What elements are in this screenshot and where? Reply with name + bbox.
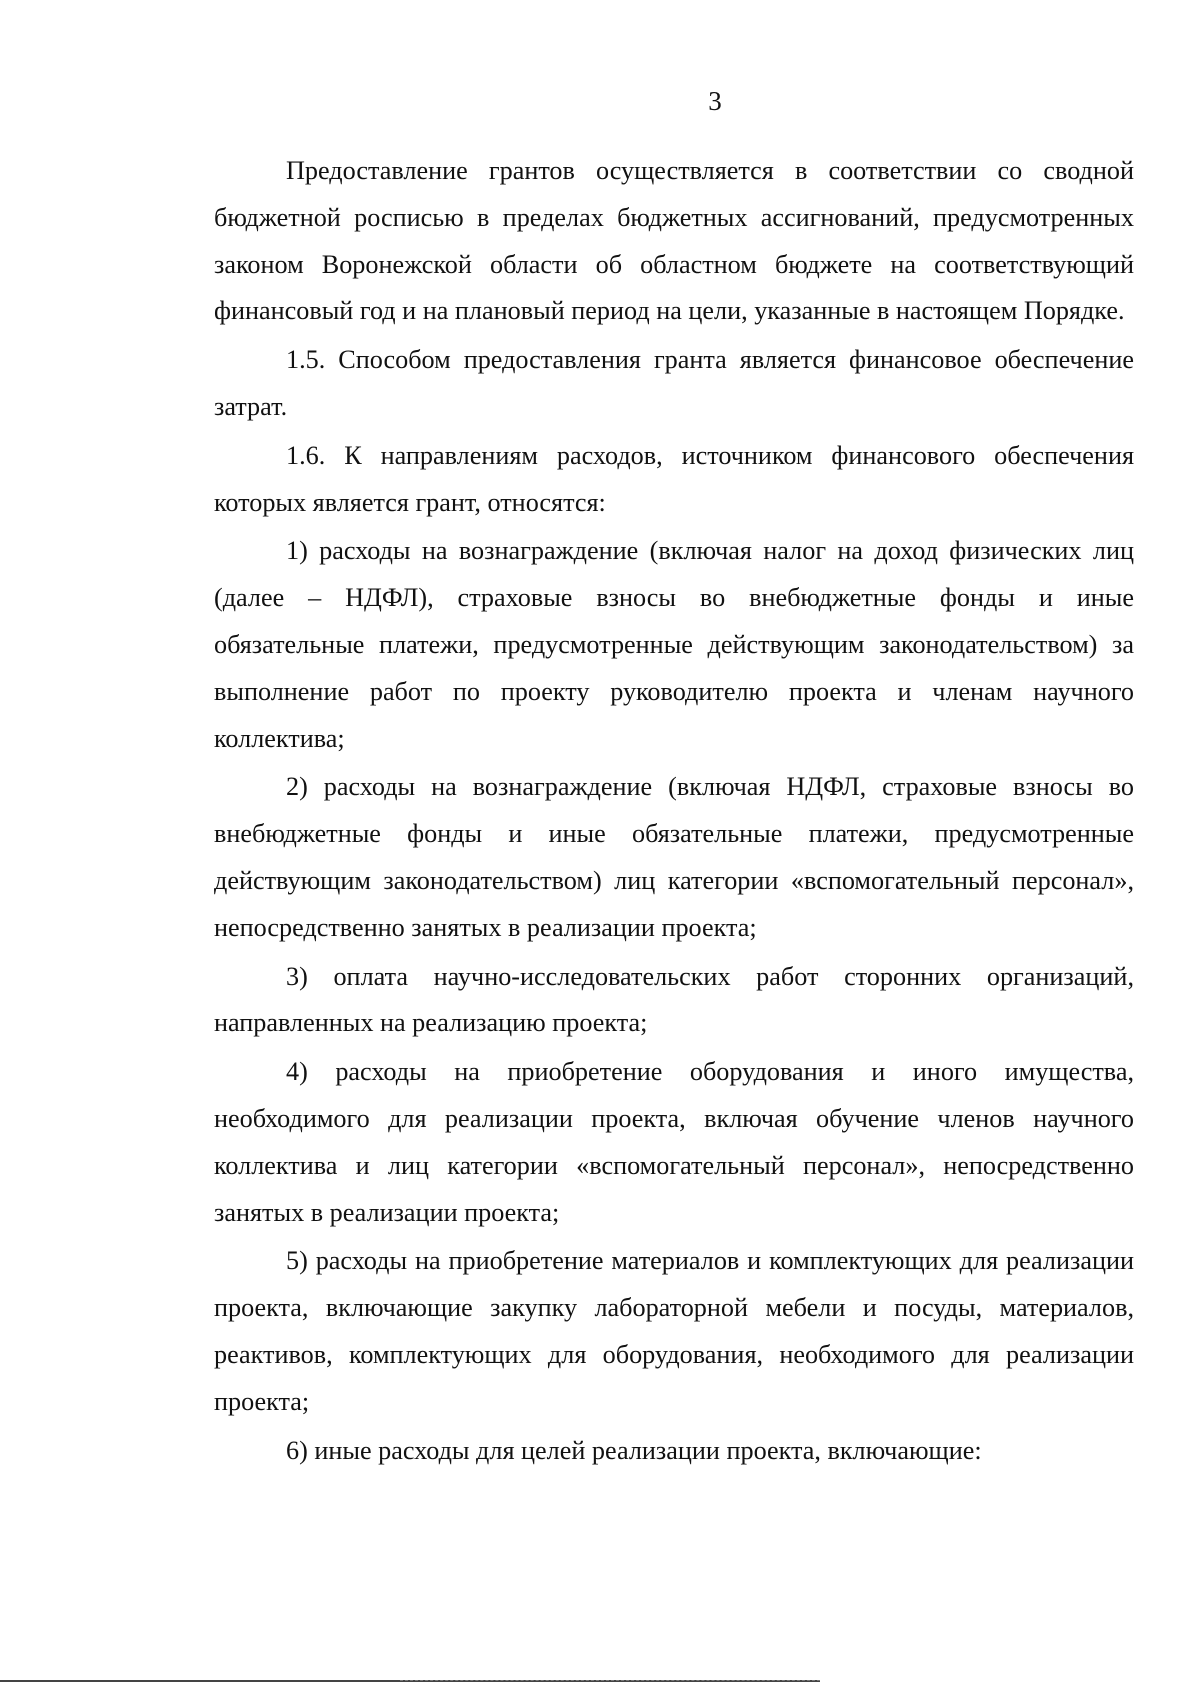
document-body [214, 148, 1134, 1476]
list-item-1: 1) расходы на вознаграждение (включая налог на доход физических лиц (далее – НДФЛ), страховые взносы во внебюджетные фонды и иные обязательные платежи, предусмотренные действующим законодательством) за выполнение работ по проекту руководителю проекта и членам научного коллектива; [214, 536, 1134, 753]
paragraph-1-6: 1.6. К направлениям расходов, источником финансового обеспечения которых является грант, относятся: [214, 440, 1134, 517]
list-item-5: 5) расходы на приобретение материалов и комплектующих для реализации проекта, включающие закупку лабораторной мебели и посуды, материалов, реактивов, комплектующих для оборудования, необходимого для реализации проекта; [214, 1246, 1134, 1416]
list-item-2: 2) расходы на вознаграждение (включая НДФЛ, страховые взносы во внебюджетные фонды и иные обязательные платежи, предусмотренные действующим законодательством) лиц категории «вспомогательный персонал», непосредственно занятых в реализации проекта; [214, 772, 1134, 942]
paragraph-1-5: 1.5. Способом предоставления гранта является финансовое обеспечение затрат. [214, 345, 1134, 421]
list-item-6: 6) иные расходы для целей реализации проекта, включающие: [286, 1435, 982, 1465]
scan-bottom-edge-dashes [400, 1680, 820, 1681]
list-item-4: 4) расходы на приобретение оборудования и иного имущества, необходимого для реализации проекта, включая обучение членов научного коллектива и лиц категории «вспомогательный персонал», непосредственно занятых в реализации проекта; [214, 1057, 1134, 1227]
paragraph-grants-budget: Предоставление грантов осуществляется в соответствии со сводной бюджетной росписью в пределах бюджетных ассигнований, предусмотренных законом Воронежской области об областном бюджете на соответствующий финансовый год и на плановый период на цели, указанные в настоящем Порядке. [214, 156, 1134, 326]
page-number: 3 [708, 86, 722, 116]
list-item-3: 3) оплата научно-исследовательских работ сторонних организаций, направленных на реализацию проекта; [214, 961, 1134, 1038]
